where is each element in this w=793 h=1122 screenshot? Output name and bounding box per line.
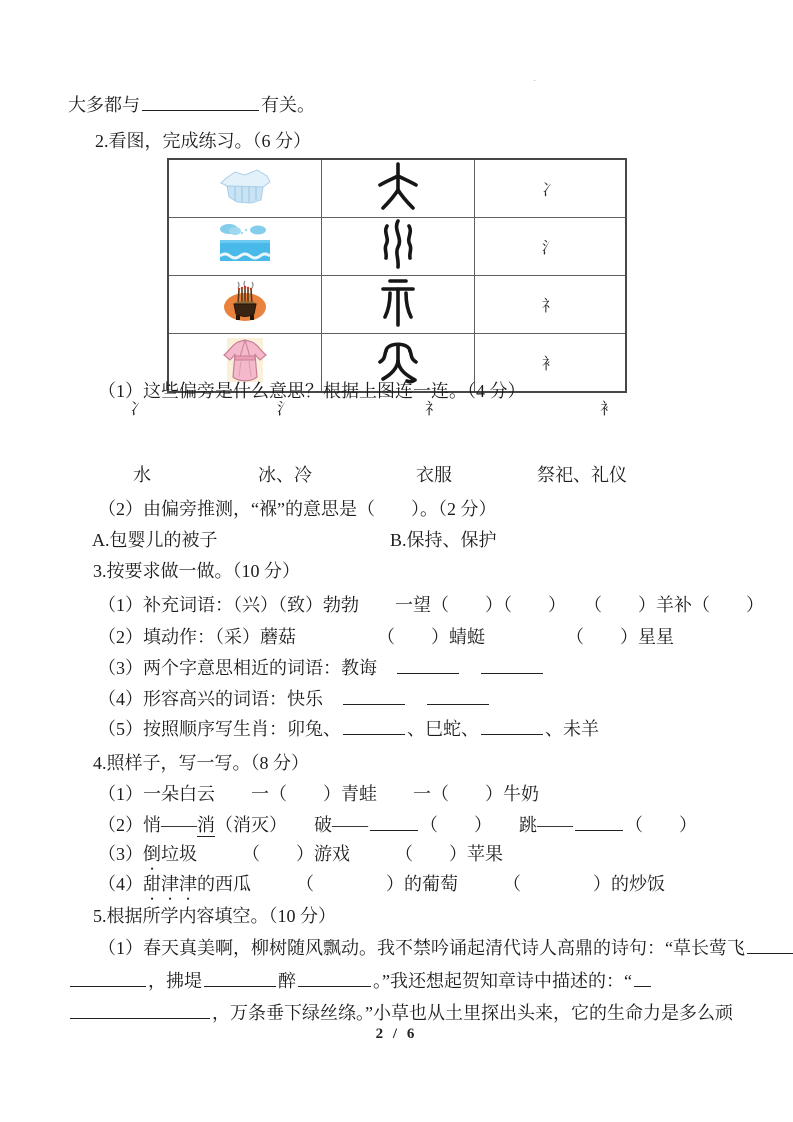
option-a[interactable]: A.包婴儿的被子 xyxy=(92,530,218,550)
intro-line xyxy=(68,94,315,117)
fill-blank[interactable] xyxy=(343,719,405,735)
question-3-item-3: （3）两个字意思相近的词语：教诲 xyxy=(98,657,545,680)
intro-suffix: 有关。 xyxy=(261,95,315,115)
question-3-item-4: （4）形容高兴的词语：快乐 xyxy=(98,688,491,711)
question-4-item-3: （3）倒垃圾 （ ）游戏 （ ）苹果 xyxy=(98,844,503,864)
fill-blank[interactable] xyxy=(481,658,543,674)
radical-ice: 冫 xyxy=(474,159,626,218)
question-5-line-1: （1）春天真美啊，柳树随风飘动。我不禁吟诵起清代诗人高鼎的诗句：“草长莺飞 xyxy=(98,937,793,960)
seal-script-altar-glyph xyxy=(376,276,420,328)
stray-mark: · xyxy=(533,76,537,87)
question-3-title: 3.按要求做一做。（10 分） xyxy=(93,561,300,581)
question-3-item-5: （5）按照顺序写生肖：卯兔、 、巳蛇、 、未羊 xyxy=(98,719,599,739)
fill-blank[interactable] xyxy=(204,971,276,987)
seal-script-clothes-glyph xyxy=(376,334,420,386)
seal-script-ice-glyph xyxy=(376,160,420,212)
question-3-item-1: （1）补充词语：（兴）（致）勃勃 一望（ ）（ ） （ ）羊补（ ） xyxy=(98,595,764,615)
question-4-title: 4.照样子，写一写。（8 分） xyxy=(93,753,309,773)
radical-altar: 礻 xyxy=(474,276,626,334)
connect-meaning-ritual[interactable]: 祭祀、礼仪 xyxy=(537,465,627,485)
connect-radical-altar[interactable]: 礻 xyxy=(425,401,442,418)
radical-water: 氵 xyxy=(474,218,626,276)
robe-illustration xyxy=(214,337,276,383)
question-3-item-2: （2）填动作：（采）蘑菇 （ ）蜻蜓 （ ）星星 xyxy=(98,627,674,647)
fill-blank[interactable] xyxy=(575,815,623,831)
underlined-example-char: 消 xyxy=(197,815,215,835)
connect-meaning-water[interactable]: 水 xyxy=(133,465,151,485)
question-5-line-2: ，拂堤 醉 。”我还想起贺知章诗中描述的：“ xyxy=(68,970,653,993)
question-2-2-title: （2）由偏旁推测，“褓”的意思是（ ）。（2 分） xyxy=(98,499,497,519)
connect-radical-clothes[interactable]: 衤 xyxy=(600,401,617,418)
fill-blank[interactable] xyxy=(343,689,405,705)
intro-prefix: 大多都与 xyxy=(68,95,140,115)
question-4-item-1: （1）一朵白云 一（ ）青蛙 一（ ）牛奶 xyxy=(98,784,539,804)
incense-burner-illustration xyxy=(214,279,276,325)
question-2-title: 2.看图，完成练习。（6 分） xyxy=(95,131,311,151)
table-row xyxy=(168,159,626,218)
pictograph-table xyxy=(167,158,627,393)
table-row xyxy=(168,218,626,276)
fill-blank[interactable] xyxy=(397,658,459,674)
emphasized-char: 倒 xyxy=(143,844,161,864)
question-5-title: 5.根据所学内容填空。（10 分） xyxy=(93,906,336,926)
fill-blank[interactable] xyxy=(481,719,543,735)
connect-meaning-clothing[interactable]: 衣服 xyxy=(416,465,452,485)
connect-meaning-ice-cold[interactable]: 冰、冷 xyxy=(258,465,312,485)
table-row xyxy=(168,276,626,334)
fill-blank[interactable] xyxy=(747,938,793,954)
connect-radical-water[interactable]: 氵 xyxy=(277,401,294,418)
seal-script-water-glyph xyxy=(376,218,420,270)
water-clouds-illustration xyxy=(214,221,276,267)
iceberg-illustration xyxy=(214,163,276,209)
question-4-item-2: （2）悄——消（消灭） 破—— （ ） 跳—— （ ） xyxy=(98,815,697,835)
radical-clothes: 衤 xyxy=(474,334,626,393)
page-number: 2 / 6 xyxy=(375,1026,418,1042)
fill-blank[interactable] xyxy=(370,815,418,831)
fill-blank[interactable] xyxy=(142,95,259,111)
emphasized-word: 甜津津 xyxy=(143,874,197,894)
question-4-item-4: （4）甜津津的西瓜 （ ）的葡萄 （ ）的炒饭 xyxy=(98,874,665,894)
fill-blank[interactable] xyxy=(634,971,651,987)
fill-blank[interactable] xyxy=(427,689,489,705)
fill-blank[interactable] xyxy=(70,971,146,987)
fill-blank[interactable] xyxy=(70,1003,210,1019)
option-b[interactable]: B.保持、保护 xyxy=(390,530,497,550)
question-5-line-3: ，万条垂下绿丝绦。”小草也从土里探出头来，它的生命力是多么顽 xyxy=(68,1002,733,1025)
connect-radical-ice[interactable]: 冫 xyxy=(130,401,147,418)
fill-blank[interactable] xyxy=(298,971,371,987)
question-2-1-title: （1）这些偏旁是什么意思？根据上图连一连。（4 分） xyxy=(98,381,526,401)
